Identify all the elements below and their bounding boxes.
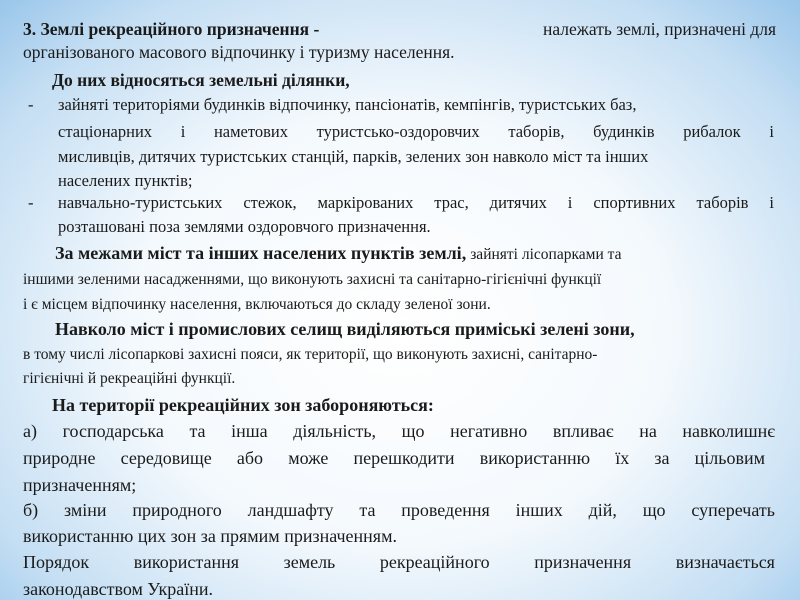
word: на <box>639 421 657 441</box>
bullet-marker: - <box>28 95 34 114</box>
word: і <box>180 122 186 141</box>
word: будинків <box>593 122 655 141</box>
word: середовище <box>120 448 212 468</box>
text-line: організованого масового відпочинку і туризму населення. <box>23 42 455 62</box>
word: дій, <box>588 500 617 520</box>
word: та <box>189 421 206 441</box>
word: інша <box>231 421 268 441</box>
word: призначення <box>534 552 632 572</box>
word: за <box>654 448 670 468</box>
word: проведення <box>401 500 490 520</box>
text-line: і є місцем відпочинку населення, включаються до складу зеленої зони. <box>23 296 491 313</box>
word: природного <box>132 500 222 520</box>
word: та <box>359 500 376 520</box>
word: таборів <box>696 193 749 212</box>
text-line <box>55 244 621 263</box>
text-line: гігієнічні й рекреаційні функції. <box>23 370 236 387</box>
word: цільовим <box>694 448 765 468</box>
text-line <box>23 422 775 440</box>
word: б) <box>23 500 39 520</box>
word: перешкодити <box>353 448 455 468</box>
text-line <box>23 501 775 519</box>
word: рекреаційного <box>379 552 490 572</box>
text-fragment: належать землі, призначені для <box>543 19 776 39</box>
word: стаціонарних <box>58 122 153 141</box>
word: туристсько-оздоровчих <box>316 122 480 141</box>
text-line <box>23 553 775 571</box>
heading-prohibited: На території рекреаційних зон забороняються: <box>52 395 434 415</box>
heading-green-zone: За межами міст та інших населених пунктів землі, <box>55 243 467 263</box>
word: використання <box>133 552 239 572</box>
text-line: використанню цих зон за прямим призначенням. <box>23 526 397 546</box>
text-line: іншими зеленими насадженнями, що виконують захисні та санітарно-гігієнічні функції <box>23 271 602 288</box>
subheading-land-plots: До них відносяться земельні ділянки, <box>52 70 350 90</box>
word: негативно <box>450 421 528 441</box>
text-line: законодавством України. <box>23 579 214 599</box>
word: інших <box>515 500 563 520</box>
word: ландшафту <box>247 500 334 520</box>
word: природне <box>23 448 96 468</box>
word: і <box>567 193 573 212</box>
word: може <box>288 448 329 468</box>
bullet-item-text: зайняті територіями будинків відпочинку, пансіонатів, кемпінгів, туристських баз, <box>58 95 637 114</box>
word: що <box>642 500 666 520</box>
word: Порядок <box>23 552 90 572</box>
word: зміни <box>63 500 107 520</box>
word: таборів, <box>508 122 565 141</box>
bullet-marker: - <box>28 193 34 212</box>
bullet-item-text: населених пунктів; <box>58 171 193 190</box>
word: і <box>769 193 774 212</box>
word: спортивних <box>593 193 676 212</box>
word: навколишнє <box>682 421 775 441</box>
bullet-item-text <box>58 195 774 212</box>
word: суперечать <box>691 500 775 520</box>
heading-suburban-zones: Навколо міст і промислових селищ виділяються приміські зелені зони, <box>55 319 635 339</box>
bullet-item-text: мисливців, дитячих туристських станцій, парків, зелених зон навколо міст та інших <box>58 147 649 166</box>
word: господарська <box>62 421 164 441</box>
bullet-item-text <box>58 124 774 141</box>
word: земель <box>283 552 336 572</box>
word: впливає <box>552 421 614 441</box>
text-line <box>23 449 765 467</box>
word: їх <box>615 448 630 468</box>
word: трас, <box>434 193 469 212</box>
word: або <box>236 448 264 468</box>
text-line: призначенням; <box>23 475 137 495</box>
word: діяльність, <box>293 421 377 441</box>
word: і <box>769 122 774 141</box>
word: наметових <box>213 122 288 141</box>
word: дитячих <box>489 193 547 212</box>
word: визначається <box>675 552 775 572</box>
word: стежок, <box>243 193 297 212</box>
word: маркірованих <box>317 193 414 212</box>
heading-recreational-lands: 3. Землі рекреаційного призначення - <box>23 19 320 39</box>
word: навчально-туристських <box>58 193 223 212</box>
bullet-item-text: розташовані поза землями оздоровчого призначення. <box>58 217 431 236</box>
text-line: в тому числі лісопаркові захисні пояси, як території, що виконують захисні, санітарно- <box>23 346 598 363</box>
word: що <box>401 421 425 441</box>
word: використанню <box>479 448 591 468</box>
word: а) <box>23 421 37 441</box>
text-fragment: зайняті лісопарками та <box>470 246 622 263</box>
word: рибалок <box>683 122 741 141</box>
text-line <box>23 21 776 39</box>
